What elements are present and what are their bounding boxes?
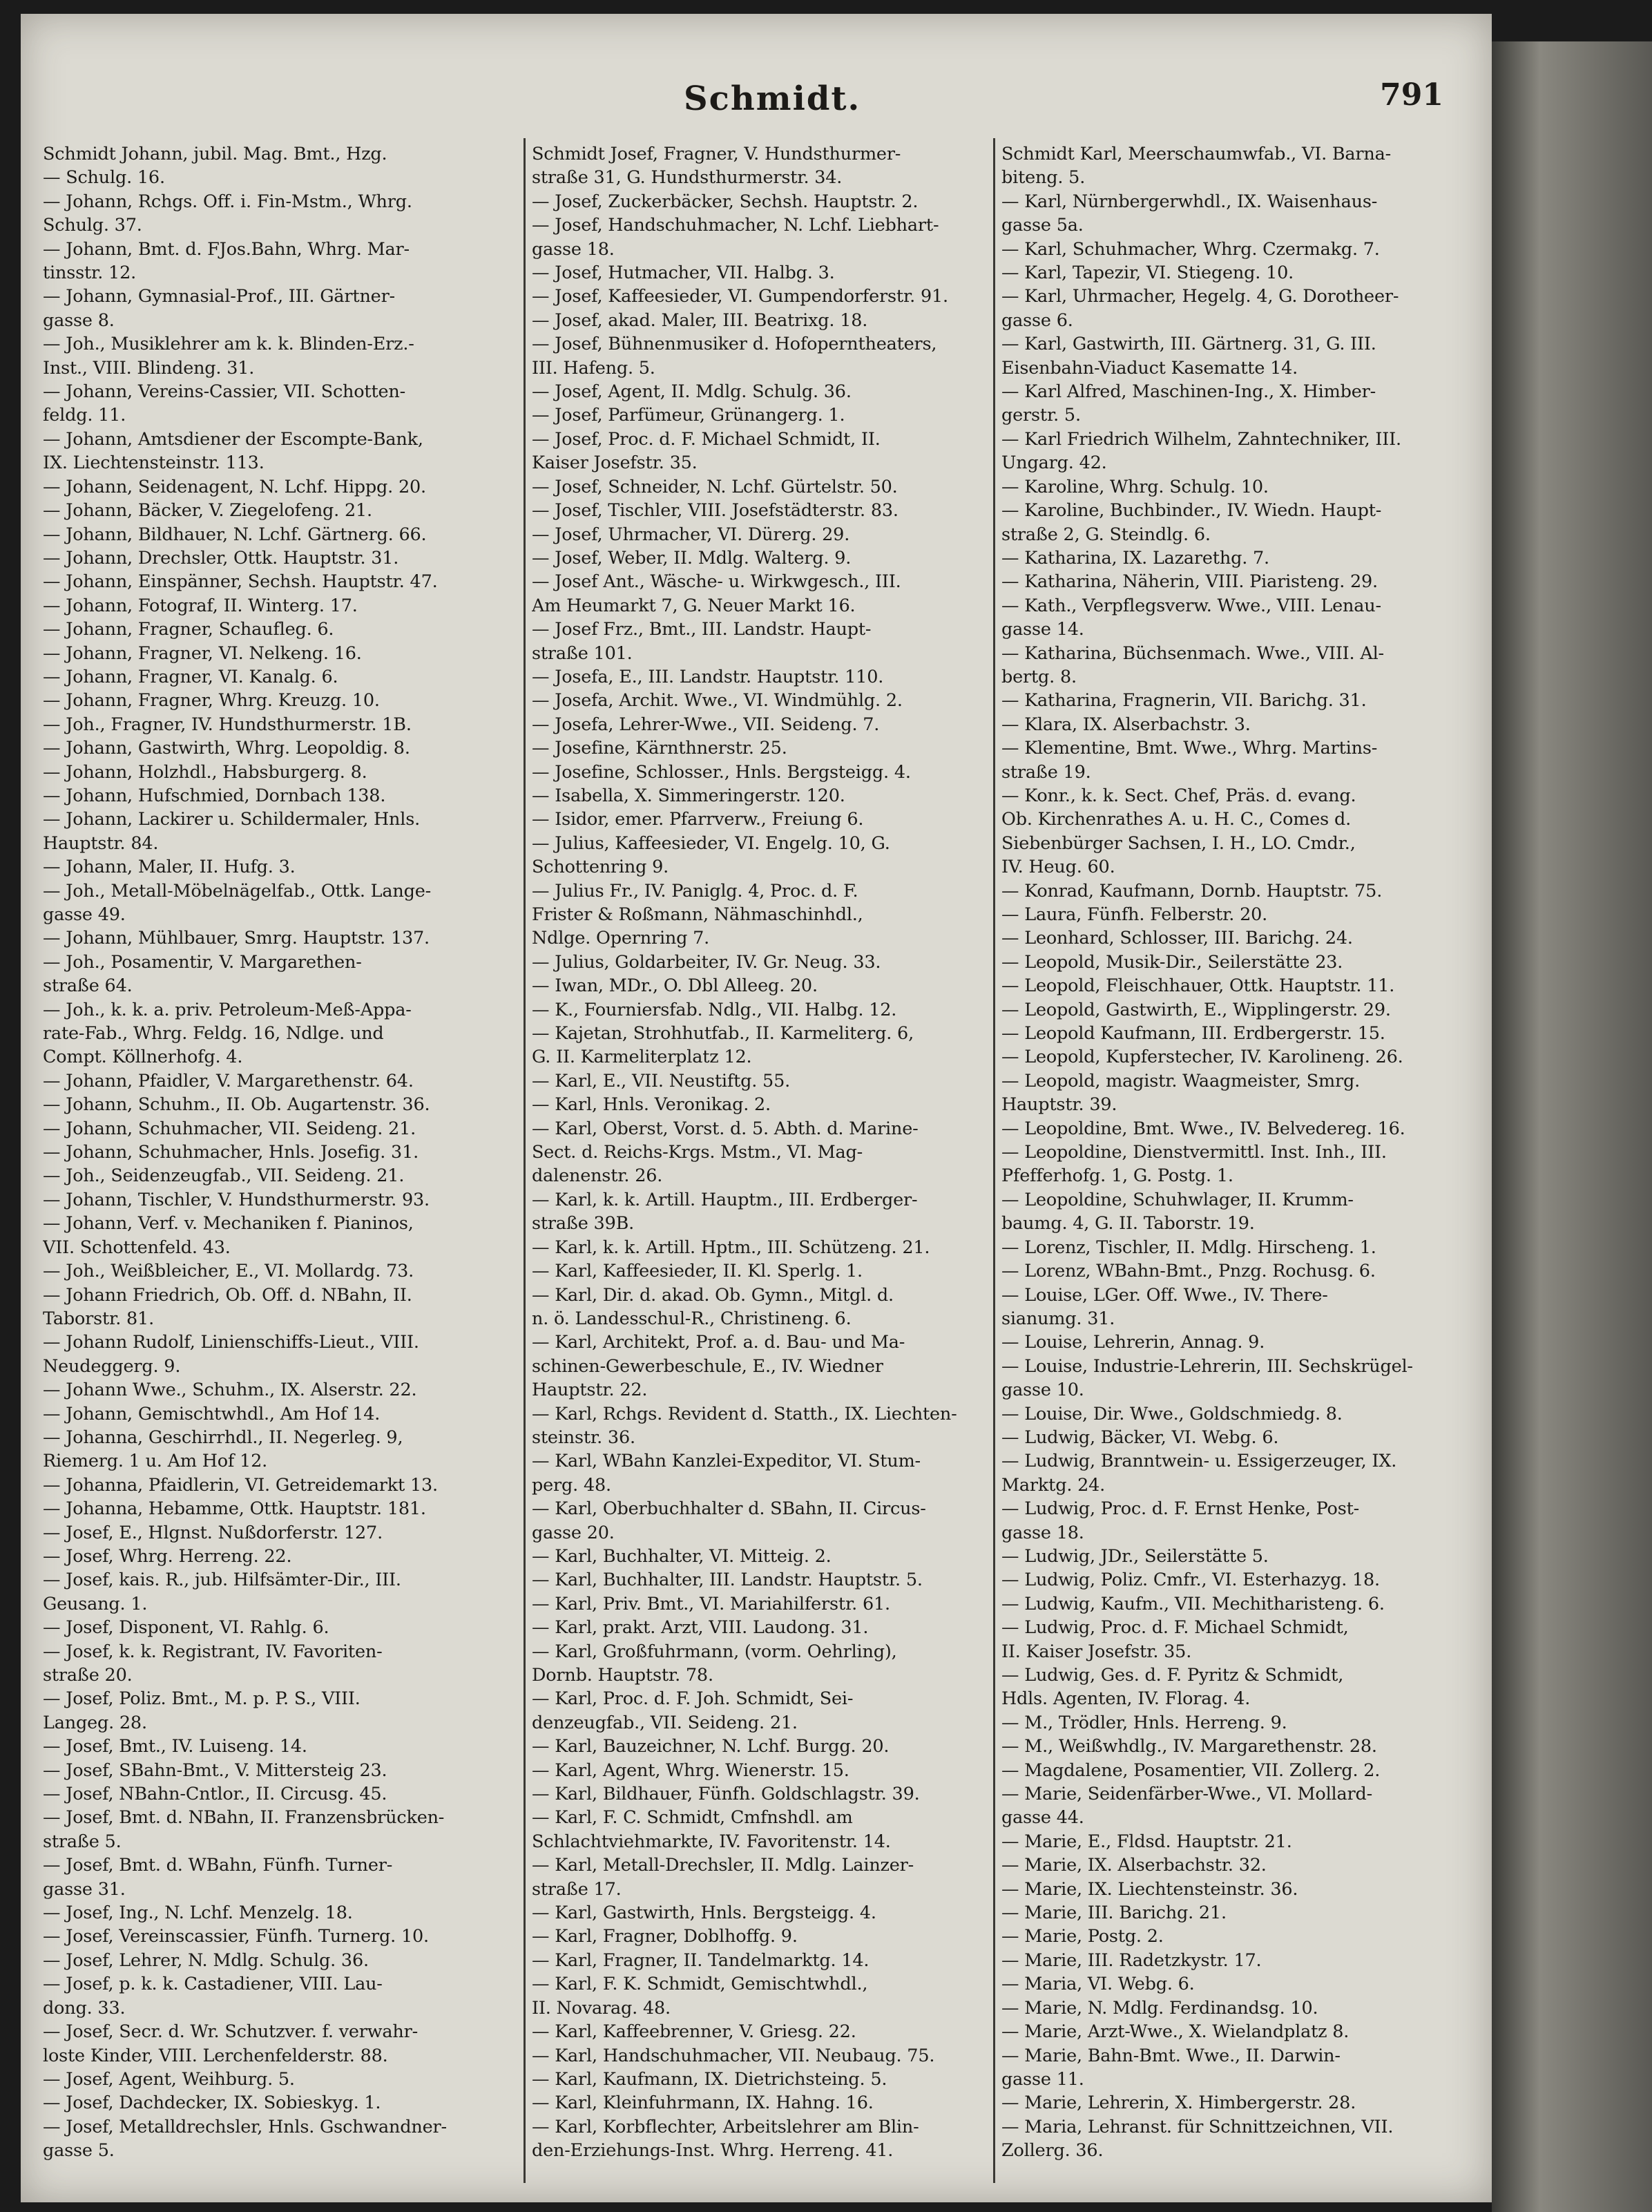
directory-entry-line: — Josef, E., Hlgnst. Nußdorferstr. 127. (43, 1522, 383, 1543)
column-3 (1001, 142, 1478, 2187)
directory-entry-line: — Lorenz, WBahn-Bmt., Pnzg. Rochusg. 6. (1001, 1261, 1376, 1282)
directory-entry-line: — Johann, Gemischtwhdl., Am Hof 14. (43, 1403, 381, 1424)
directory-entry-line: — Johann, Fragner, Schaufleg. 6. (43, 619, 334, 640)
directory-entry-line: — Louise, LGer. Off. Wwe., IV. There- (1001, 1284, 1328, 1306)
directory-entry-line: dong. 33. (43, 1997, 126, 2019)
directory-entry-line: Siebenbürger Sachsen, I. H., LO. Cmdr., (1001, 832, 1356, 854)
directory-entry-line: — Karl, E., VII. Neustiftg. 55. (532, 1070, 791, 1091)
directory-entry-line: — Julius, Goldarbeiter, IV. Gr. Neug. 33. (532, 951, 881, 973)
directory-entry-line: — Josef, Zuckerbäcker, Sechsh. Hauptstr. 2. (532, 191, 919, 212)
directory-entry-line: rate-Fab., Whrg. Feldg. 16, Ndlge. und (43, 1023, 384, 1045)
directory-entry-line: — Karl, Nürnbergerwhdl., IX. Waisenhaus- (1001, 191, 1378, 212)
directory-entry-line: — Josef, Ing., N. Lchf. Menzelg. 18. (43, 1903, 353, 1924)
column-2 (532, 142, 1004, 2187)
directory-entry-line: — Josef, Secr. d. Wr. Schutzver. f. verwahr- (43, 2021, 418, 2043)
directory-entry-line: Schmidt Johann, jubil. Mag. Bmt., Hzg. (43, 144, 387, 164)
directory-entry-line: III. Hafeng. 5. (532, 357, 655, 379)
directory-entry-line: — Magdalene, Posamentier, VII. Zollerg. 2. (1001, 1760, 1381, 1781)
directory-entry-line: Riemerg. 1 u. Am Hof 12. (43, 1451, 267, 1472)
directory-entry-line: — Karl, Tapezir, VI. Stiegeng. 10. (1001, 263, 1294, 284)
directory-entry-line: IX. Liechtensteinstr. 113. (43, 452, 265, 474)
directory-entry-line: — Marie, Arzt-Wwe., X. Wielandplatz 8. (1001, 2021, 1350, 2043)
directory-entry-line: Langeg. 28. (43, 1712, 147, 1733)
directory-entry-line: — Josef, k. k. Registrant, IV. Favoriten- (43, 1641, 383, 1662)
directory-entry-line: — Marie, Lehrerin, X. Himbergerstr. 28. (1001, 2092, 1356, 2114)
directory-entry-line: — Louise, Lehrerin, Annag. 9. (1001, 1332, 1265, 1353)
page-number: 791 (1380, 77, 1443, 113)
directory-entry-line: — Josef, SBahn-Bmt., V. Mittersteig 23. (43, 1760, 387, 1781)
directory-entry-line: — Johann, Verf. v. Mechaniken f. Pianinos, (43, 1213, 414, 1234)
directory-entry-line: — Isabella, X. Simmeringerstr. 120. (532, 785, 845, 806)
directory-entry-line: — Johann, Bildhauer, N. Lchf. Gärtnerg. 66. (43, 524, 427, 545)
directory-entry-line: — Johanna, Geschirrhdl., II. Negerleg. 9, (43, 1427, 403, 1448)
directory-entry-line: gasse 20. (532, 1522, 615, 1543)
directory-entry-line: — Josef, NBahn-Cntlor., II. Circusg. 45. (43, 1784, 387, 1805)
directory-entry-line: — Konrad, Kaufmann, Dornb. Hauptstr. 75. (1001, 880, 1383, 902)
directory-entry-line: — Julius, Kaffeesieder, VI. Engelg. 10, G. (532, 832, 890, 854)
directory-entry-line: — Josef, Hutmacher, VII. Halbg. 3. (532, 263, 835, 284)
directory-entry-line: — Leopoldine, Schuhwlager, II. Krumm- (1001, 1189, 1354, 1210)
directory-entry-line: — Karl, Architekt, Prof. a. d. Bau- und Ma- (532, 1332, 905, 1353)
directory-entry-line: — Ludwig, Proc. d. F. Ernst Henke, Post- (1001, 1498, 1360, 1520)
directory-entry-line: straße 31, G. Hundsthurmerstr. 34. (532, 167, 843, 189)
directory-entry-line: — Johann, Maler, II. Hufg. 3. (43, 857, 296, 878)
directory-entry-line: — Maria, VI. Webg. 6. (1001, 1974, 1195, 1995)
directory-entry-line: — Johann, Gymnasial-Prof., III. Gärtner- (43, 286, 395, 307)
directory-entry-line: — Johann, Rchgs. Off. i. Fin-Mstm., Whrg. (43, 191, 412, 212)
directory-entry-line: — Joh., Fragner, IV. Hundsthurmerstr. 1B. (43, 714, 412, 735)
directory-entry-line: — Leopoldine, Bmt. Wwe., IV. Belvedereg. 16. (1001, 1118, 1405, 1139)
directory-entry-line: — Leopold, Gastwirth, E., Wipplingerstr. 29. (1001, 999, 1391, 1020)
directory-entry-line: Inst., VIII. Blindeng. 31. (43, 357, 255, 379)
directory-entry-line: — Josef, Metalldrechsler, Hnls. Gschwandner- (43, 2116, 447, 2137)
directory-entry-line: — Karl, k. k. Artill. Hauptm., III. Erdberger- (532, 1189, 918, 1210)
directory-entry-line: — Josef, Proc. d. F. Michael Schmidt, II. (532, 428, 881, 450)
directory-entry-line: — Karl, Kleinfuhrmann, IX. Hahng. 16. (532, 2092, 874, 2114)
directory-entry-line: — Joh., k. k. a. priv. Petroleum-Meß-Appa- (43, 999, 412, 1020)
directory-entry-line: — Julius Fr., IV. Paniglg. 4, Proc. d. F. (532, 880, 858, 902)
directory-entry-line: — Leonhard, Schlosser, III. Barichg. 24. (1001, 928, 1353, 949)
directory-entry-line: — Josef Frz., Bmt., III. Landstr. Haupt- (532, 619, 872, 640)
directory-entry-line: gasse 18. (1001, 1522, 1084, 1543)
directory-entry-line: — Johann, Bäcker, V. Ziegelofeng. 21. (43, 500, 372, 522)
directory-entry-line: — Johann, Mühlbauer, Smrg. Hauptstr. 137. (43, 928, 430, 949)
directory-page (21, 14, 1492, 2202)
directory-entry-line: — Karl, Oberst, Vorst. d. 5. Abth. d. Marine- (532, 1118, 919, 1139)
directory-entry-line: baumg. 4, G. II. Taborstr. 19. (1001, 1213, 1255, 1234)
directory-entry-line: — Johanna, Hebamme, Ottk. Hauptstr. 181. (43, 1498, 426, 1520)
directory-entry-line: straße 19. (1001, 761, 1091, 783)
directory-entry-line: — Karl, Metall-Drechsler, II. Mdlg. Lainzer- (532, 1855, 914, 1876)
directory-entry-line: straße 2, G. Steindlg. 6. (1001, 524, 1211, 545)
directory-entry-line: — M., Weißwhdlg., IV. Margarethenstr. 28. (1001, 1736, 1377, 1757)
directory-entry-line: gasse 5. (43, 2140, 115, 2162)
directory-entry-line: — Johann, Lackirer u. Schildermaler, Hnls. (43, 809, 421, 830)
directory-entry-line: — Karl, Uhrmacher, Hegelg. 4, G. Dorotheer- (1001, 286, 1399, 307)
directory-entry-line: Am Heumarkt 7, G. Neuer Markt 16. (532, 595, 856, 616)
directory-entry-line: gasse 8. (43, 309, 115, 331)
directory-entry-line: — Katharina, Näherin, VIII. Piaristeng. 29. (1001, 571, 1378, 593)
directory-entry-line: — Josef, Bmt. d. WBahn, Fünfh. Turner- (43, 1855, 393, 1876)
directory-entry-line: Marktg. 24. (1001, 1474, 1106, 1496)
directory-entry-line: — Karl, Bauzeichner, N. Lchf. Burgg. 20. (532, 1736, 890, 1757)
directory-entry-line: Zollerg. 36. (1001, 2140, 1104, 2162)
directory-entry-line: — Klementine, Bmt. Wwe., Whrg. Martins- (1001, 738, 1378, 759)
directory-entry-line: — Laura, Fünfh. Felberstr. 20. (1001, 904, 1268, 925)
directory-entry-line: — Josef, Uhrmacher, VI. Dürerg. 29. (532, 524, 850, 545)
directory-entry-line: perg. 48. (532, 1474, 611, 1496)
directory-entry-line: — Karl, Gastwirth, III. Gärtnerg. 31, G. III. (1001, 334, 1376, 355)
directory-entry-line: — Josef, p. k. k. Castadiener, VIII. Lau- (43, 1974, 383, 1995)
directory-entry-line: — Josef, Lehrer, N. Mdlg. Schulg. 36. (43, 1949, 369, 1971)
directory-entry-line: — Johann, Bmt. d. FJos.Bahn, Whrg. Mar- (43, 238, 410, 260)
directory-entry-line: — Marie, III. Radetzkystr. 17. (1001, 1949, 1262, 1971)
directory-entry-line: — Karl, Handschuhmacher, VII. Neubaug. 75. (532, 2045, 935, 2066)
directory-entry-line: — Joh., Musiklehrer am k. k. Blinden-Erz.- (43, 334, 414, 355)
directory-entry-line: — Karl, Gastwirth, Hnls. Bergsteigg. 4. (532, 1903, 876, 1924)
directory-entry-line: dalenenstr. 26. (532, 1165, 663, 1187)
directory-entry-line: — Karl, Hnls. Veronikag. 2. (532, 1094, 771, 1116)
directory-entry-line: Compt. Köllnerhofg. 4. (43, 1047, 243, 1068)
directory-entry-line: — Joh., Weißbleicher, E., VI. Mollardg. 73. (43, 1261, 414, 1282)
directory-entry-line: — Karl Friedrich Wilhelm, Zahntechniker, III. (1001, 428, 1401, 450)
directory-entry-line: — Karl, Rchgs. Revident d. Statth., IX. Liechten- (532, 1403, 957, 1424)
directory-entry-line: — Louise, Industrie-Lehrerin, III. Sechskrügel- (1001, 1355, 1413, 1377)
directory-entry-line: — Johann, Einspänner, Sechsh. Hauptstr. 47. (43, 571, 438, 593)
directory-entry-line: — Josef Ant., Wäsche- u. Wirkwgesch., III. (532, 571, 901, 593)
directory-entry-line: — Ludwig, Kaufm., VII. Mechitharisteng. 6. (1001, 1593, 1385, 1614)
directory-entry-line: gasse 11. (1001, 2068, 1084, 2090)
directory-entry-line: — Maria, Lehranst. für Schnittzeichnen, VII. (1001, 2116, 1394, 2137)
directory-entry-line: gasse 6. (1001, 309, 1073, 331)
directory-entry-line: — Katharina, IX. Lazarethg. 7. (1001, 547, 1269, 569)
directory-entry-line: — Leopold, magistr. Waagmeister, Smrg. (1001, 1070, 1360, 1091)
directory-entry-line: — Joh., Posamentir, V. Margarethen- (43, 951, 362, 973)
directory-entry-line: Ob. Kirchenrathes A. u. H. C., Comes d. (1001, 809, 1351, 830)
directory-entry-line: — Josef, Dachdecker, IX. Sobieskyg. 1. (43, 2092, 381, 2114)
directory-entry-line: — Ludwig, Branntwein- u. Essigerzeuger, IX. (1001, 1451, 1397, 1472)
directory-entry-line: — Marie, Postg. 2. (1001, 1926, 1164, 1947)
directory-entry-line: — Josef, Disponent, VI. Rahlg. 6. (43, 1617, 329, 1639)
directory-entry-line: gasse 14. (1001, 619, 1084, 640)
directory-entry-line: — Johann, Tischler, V. Hundsthurmerstr. 93. (43, 1189, 430, 1210)
directory-entry-line: Eisenbahn-Viaduct Kasematte 14. (1001, 357, 1298, 379)
directory-entry-line: — Karl, Buchhalter, III. Landstr. Hauptstr. 5. (532, 1570, 923, 1591)
directory-entry-line: straße 17. (532, 1878, 622, 1900)
directory-entry-line: — Iwan, MDr., O. Dbl Alleeg. 20. (532, 975, 818, 997)
directory-entry-line: — Karl, Bildhauer, Fünfh. Goldschlagstr. 39. (532, 1784, 920, 1805)
directory-entry-line: — Marie, III. Barichg. 21. (1001, 1903, 1227, 1924)
directory-entry-line: — Leopold, Fleischhauer, Ottk. Hauptstr. 11. (1001, 975, 1395, 997)
directory-entry-line: — Ludwig, Poliz. Cmfr., VI. Esterhazyg. 18. (1001, 1570, 1380, 1591)
directory-entry-line: — Johann, Gastwirth, Whrg. Leopoldig. 8. (43, 738, 410, 759)
directory-entry-line: Sect. d. Reichs-Krgs. Mstm., VI. Mag- (532, 1142, 863, 1163)
directory-entry-line: — Leopold, Kupferstecher, IV. Karolineng. 26. (1001, 1047, 1403, 1068)
directory-entry-line: — Johann, Amtsdiener der Escompte-Bank, (43, 428, 423, 450)
directory-entry-line: Frister & Roßmann, Nähmaschinhdl., (532, 904, 863, 925)
directory-entry-line: — Karl, Kaufmann, IX. Dietrichsteing. 5. (532, 2068, 887, 2090)
directory-entry-line: — Karl, Fragner, II. Tandelmarktg. 14. (532, 1949, 870, 1971)
directory-entry-line: gasse 18. (532, 238, 615, 260)
directory-entry-line: — Josef, Weber, II. Mdlg. Walterg. 9. (532, 547, 852, 569)
column-1 (43, 142, 515, 2187)
directory-entry-line: — Johann, Drechsler, Ottk. Hauptstr. 31. (43, 547, 399, 569)
directory-entry-line: den-Erziehungs-Inst. Whrg. Herreng. 41. (532, 2140, 894, 2162)
directory-entry-line: Hdls. Agenten, IV. Florag. 4. (1001, 1688, 1251, 1710)
directory-entry-line: VII. Schottenfeld. 43. (43, 1237, 231, 1258)
directory-entry-line: — Josef, akad. Maler, III. Beatrixg. 18. (532, 309, 868, 331)
directory-entry-line: loste Kinder, VIII. Lerchenfelderstr. 88. (43, 2045, 388, 2066)
directory-entry-line: — Joh., Seidenzeugfab., VII. Seideng. 21. (43, 1165, 405, 1187)
directory-entry-line: II. Kaiser Josefstr. 35. (1001, 1641, 1192, 1662)
directory-entry-line: — Josef, Tischler, VIII. Josefstädterstr. 83. (532, 500, 899, 522)
directory-entry-line: Hauptstr. 39. (1001, 1094, 1117, 1116)
directory-entry-line: — Josef, Poliz. Bmt., M. p. P. S., VIII. (43, 1688, 361, 1710)
directory-entry-line: n. ö. Landesschul-R., Christineng. 6. (532, 1308, 852, 1329)
directory-entry-line: — Johann, Vereins-Cassier, VII. Schotten- (43, 381, 406, 403)
directory-entry-line: — Josef, Parfümeur, Grünangerg. 1. (532, 405, 845, 426)
directory-entry-line: Dornb. Hauptstr. 78. (532, 1665, 713, 1686)
directory-entry-line: — Johann Friedrich, Ob. Off. d. NBahn, II. (43, 1284, 412, 1306)
directory-entry-line: — Josefine, Schlosser., Hnls. Bergsteigg. 4. (532, 761, 911, 783)
directory-entry-line: Neudeggerg. 9. (43, 1355, 181, 1377)
directory-entry-line: — Isidor, emer. Pfarrverw., Freiung 6. (532, 809, 864, 830)
directory-entry-line: — Josef, Vereinscassier, Fünfh. Turnerg. 10. (43, 1926, 429, 1947)
directory-entry-line: gasse 31. (43, 1878, 126, 1900)
directory-entry-line: — Karl, Kaffeesieder, II. Kl. Sperlg. 1. (532, 1261, 863, 1282)
directory-entry-line: gerstr. 5. (1001, 405, 1081, 426)
directory-entry-line: — Johann, Pfaidler, V. Margarethenstr. 64. (43, 1070, 414, 1091)
directory-entry-line: gasse 5a. (1001, 215, 1084, 236)
directory-entry-line: — Karl, F. K. Schmidt, Gemischtwhdl., (532, 1974, 868, 1995)
directory-entry-line: Schulg. 37. (43, 215, 142, 236)
directory-entry-line: — Katharina, Fragnerin, VII. Barichg. 31. (1001, 690, 1367, 712)
directory-entry-line: — Karl, Priv. Bmt., VI. Mariahilferstr. 61. (532, 1593, 890, 1614)
directory-entry-line: — Johann, Holzhdl., Habsburgerg. 8. (43, 761, 367, 783)
column-divider (524, 138, 526, 2183)
directory-entry-line: — Josef, Whrg. Herreng. 22. (43, 1545, 292, 1567)
directory-entry-line: — Josefine, Kärnthnerstr. 25. (532, 738, 787, 759)
directory-entry-line: — Louise, Dir. Wwe., Goldschmiedg. 8. (1001, 1403, 1343, 1424)
directory-entry-line: schinen-Gewerbeschule, E., IV. Wiedner (532, 1355, 883, 1377)
directory-entry-line: — Johann Rudolf, Linienschiffs-Lieut., VIII. (43, 1332, 419, 1353)
directory-entry-line: — Josef, kais. R., jub. Hilfsämter-Dir., III. (43, 1570, 401, 1591)
directory-entry-line: — Josefa, Lehrer-Wwe., VII. Seideng. 7. (532, 714, 880, 735)
directory-entry-line: — Leopold Kaufmann, III. Erdbergerstr. 15. (1001, 1023, 1385, 1045)
directory-entry-line: — Josef, Schneider, N. Lchf. Gürtelstr. 50. (532, 476, 898, 497)
directory-entry-line: Hauptstr. 84. (43, 832, 159, 854)
directory-entry-line: — K., Fourniersfab. Ndlg., VII. Halbg. 12. (532, 999, 897, 1020)
directory-entry-line: denzeugfab., VII. Seideng. 21. (532, 1712, 798, 1733)
directory-entry-line: — Lorenz, Tischler, II. Mdlg. Hirscheng. 1. (1001, 1237, 1376, 1258)
directory-entry-line: — Joh., Metall-Möbelnägelfab., Ottk. Lange- (43, 880, 432, 902)
directory-entry-line: — Marie, N. Mdlg. Ferdinandsg. 10. (1001, 1997, 1318, 2019)
directory-entry-line: II. Novarag. 48. (532, 1997, 671, 2019)
directory-entry-line: — Karl, Korbflechter, Arbeitslehrer am Blin- (532, 2116, 919, 2137)
directory-entry-line: — Karoline, Whrg. Schulg. 10. (1001, 476, 1269, 497)
book-edge (1492, 41, 1652, 2212)
directory-entry-line: steinstr. 36. (532, 1427, 635, 1448)
directory-entry-line: Ndlge. Opernring 7. (532, 928, 710, 949)
directory-entry-line: gasse 44. (1001, 1807, 1084, 1829)
directory-entry-line: — Marie, Seidenfärber-Wwe., VI. Mollard- (1001, 1784, 1373, 1805)
directory-entry-line: straße 20. (43, 1665, 133, 1686)
directory-entry-line: tinsstr. 12. (43, 263, 136, 284)
directory-entry-line: — Josef, Bühnenmusiker d. Hofopernthеaters, (532, 334, 937, 355)
directory-entry-line: — Marie, IX. Alserbachstr. 32. (1001, 1855, 1267, 1876)
directory-entry-line: Schlachtviehmarkte, IV. Favoritenstr. 14. (532, 1831, 891, 1852)
directory-entry-line: — Karl Alfred, Maschinen-Ing., X. Himber- (1001, 381, 1376, 403)
directory-entry-line: — Marie, Bahn-Bmt. Wwe., II. Darwin- (1001, 2045, 1341, 2066)
directory-entry-line: Schmidt Karl, Meerschaumwfab., VI. Barna- (1001, 144, 1392, 164)
directory-entry-line: — Josefa, E., III. Landstr. Hauptstr. 110. (532, 666, 884, 687)
directory-entry-line: — Karoline, Buchbinder., IV. Wiedn. Haupt- (1001, 500, 1382, 522)
directory-entry-line: — Josef, Handschuhmacher, N. Lchf. Liebhart- (532, 215, 939, 236)
directory-entry-line: — Karl, Oberbuchhalter d. SBahn, II. Circus- (532, 1498, 926, 1520)
directory-entry-line: straße 101. (532, 642, 633, 664)
directory-entry-line: — Karl, Fragner, Doblhoffg. 9. (532, 1926, 798, 1947)
directory-entry-line: — Josef, Bmt. d. NBahn, II. Franzensbrücken- (43, 1807, 445, 1829)
directory-entry-line: — Kajetan, Strohhutfab., II. Karmeliterg. 6, (532, 1023, 914, 1045)
directory-entry-line: — Johann Wwe., Schuhm., IX. Alserstr. 22. (43, 1380, 417, 1401)
directory-entry-line: gasse 10. (1001, 1380, 1084, 1401)
directory-entry-line: straße 64. (43, 975, 133, 997)
directory-entry-line: — Marie, IX. Liechtensteinstr. 36. (1001, 1878, 1298, 1900)
directory-entry-line: — Ludwig, Proc. d. F. Michael Schmidt, (1001, 1617, 1349, 1639)
directory-entry-line: Schottenring 9. (532, 857, 669, 878)
directory-entry-line: G. II. Karmeliterplatz 12. (532, 1047, 752, 1068)
directory-entry-line: — Johann, Schuhmacher, Hnls. Josefig. 31. (43, 1142, 419, 1163)
directory-entry-line: — Leopold, Musik-Dir., Seilerstätte 23. (1001, 951, 1343, 973)
directory-entry-line: bertg. 8. (1001, 666, 1077, 687)
directory-entry-line: Taborstr. 81. (43, 1308, 154, 1329)
directory-entry-line: — Josef, Agent, II. Mdlg. Schulg. 36. (532, 381, 852, 403)
directory-entry-line: — Schulg. 16. (43, 167, 165, 189)
directory-entry-line: — Karl, Agent, Whrg. Wienerstr. 15. (532, 1760, 849, 1781)
directory-entry-line: gasse 49. (43, 904, 126, 925)
directory-entry-line: — Johann, Schuhmacher, VII. Seideng. 21. (43, 1118, 416, 1139)
directory-entry-line: — Karl, Großfuhrmann, (vorm. Oehrling), (532, 1641, 897, 1662)
directory-entry-line: biteng. 5. (1001, 167, 1086, 189)
directory-entry-line: — Karl, WBahn Kanzlei-Expeditor, VI. Stum- (532, 1451, 921, 1472)
directory-entry-line: — Johann, Fragner, VI. Nelkeng. 16. (43, 642, 362, 664)
directory-entry-line: — Johann, Fragner, Whrg. Kreuzg. 10. (43, 690, 380, 712)
directory-entry-line: — Karl, k. k. Artill. Hptm., III. Schützeng. 21. (532, 1237, 930, 1258)
directory-entry-line: — Karl, Schuhmacher, Whrg. Czermakg. 7. (1001, 238, 1380, 260)
directory-entry-line: — Karl, Dir. d. akad. Ob. Gymn., Mitgl. d. (532, 1284, 894, 1306)
directory-entry-line: Geusang. 1. (43, 1593, 148, 1614)
directory-entry-line: — Johann, Fotograf, II. Winterg. 17. (43, 595, 358, 616)
directory-entry-line: — Johann, Schuhm., II. Ob. Augartenstr. 36. (43, 1094, 430, 1116)
directory-entry-line: straße 5. (43, 1831, 122, 1852)
directory-entry-line: straße 39B. (532, 1213, 635, 1234)
directory-entry-line: — Klara, IX. Alserbachstr. 3. (1001, 714, 1251, 735)
directory-entry-line: — Kath., Verpflegsverw. Wwe., VIII. Lenau- (1001, 595, 1381, 616)
directory-entry-line: IV. Heug. 60. (1001, 857, 1115, 878)
directory-entry-line: — Johanna, Pfaidlerin, VI. Getreidemarkt 13. (43, 1474, 438, 1496)
directory-entry-line: — Josefa, Archit. Wwe., VI. Windmühlg. 2. (532, 690, 903, 712)
directory-entry-line: — M., Trödler, Hnls. Herreng. 9. (1001, 1712, 1287, 1733)
directory-entry-line: — Josef, Agent, Weihburg. 5. (43, 2068, 295, 2090)
directory-entry-line: sianumg. 31. (1001, 1308, 1115, 1329)
directory-entry-line: — Josef, Kaffeesieder, VI. Gumpendorferstr. 91. (532, 286, 948, 307)
directory-entry-line: — Ludwig, Ges. d. F. Pyritz & Schmidt, (1001, 1665, 1344, 1686)
directory-entry-line: — Josef, Bmt., IV. Luiseng. 14. (43, 1736, 307, 1757)
directory-entry-line: Ungarg. 42. (1001, 452, 1107, 474)
directory-entry-line: Kaiser Josefstr. 35. (532, 452, 698, 474)
directory-entry-line: — Ludwig, JDr., Seilerstätte 5. (1001, 1545, 1269, 1567)
directory-entry-line: — Johann, Seidenagent, N. Lchf. Hippg. 20. (43, 476, 426, 497)
directory-entry-line: — Johann, Fragner, VI. Kanalg. 6. (43, 666, 338, 687)
directory-entry-line: Hauptstr. 22. (532, 1380, 648, 1401)
page-title: Schmidt. (684, 79, 861, 118)
directory-entry-line: — Marie, E., Fldsd. Hauptstr. 21. (1001, 1831, 1292, 1852)
directory-entry-line: — Konr., k. k. Sect. Chef, Präs. d. evang. (1001, 785, 1356, 806)
directory-entry-line: — Katharina, Büchsenmach. Wwe., VIII. Al- (1001, 642, 1384, 664)
directory-entry-line: feldg. 11. (43, 405, 126, 426)
directory-entry-line: — Karl, prakt. Arzt, VIII. Laudong. 31. (532, 1617, 869, 1639)
directory-entry-line: Pfefferhofg. 1, G. Postg. 1. (1001, 1165, 1233, 1187)
directory-entry-line: Schmidt Josef, Fragner, V. Hundsthurmer- (532, 144, 901, 164)
directory-entry-line: — Karl, Proc. d. F. Joh. Schmidt, Sei- (532, 1688, 854, 1710)
directory-entry-line: — Karl, Buchhalter, VI. Mitteig. 2. (532, 1545, 832, 1567)
directory-entry-line: — Karl, Kaffeebrenner, V. Griesg. 22. (532, 2021, 856, 2043)
directory-entry-line: — Karl, F. C. Schmidt, Cmfnshdl. am (532, 1807, 853, 1829)
directory-entry-line: — Ludwig, Bäcker, VI. Webg. 6. (1001, 1427, 1279, 1448)
directory-entry-line: — Leopoldine, Dienstvermittl. Inst. Inh., III. (1001, 1142, 1387, 1163)
directory-entry-line: — Johann, Hufschmied, Dornbach 138. (43, 785, 386, 806)
